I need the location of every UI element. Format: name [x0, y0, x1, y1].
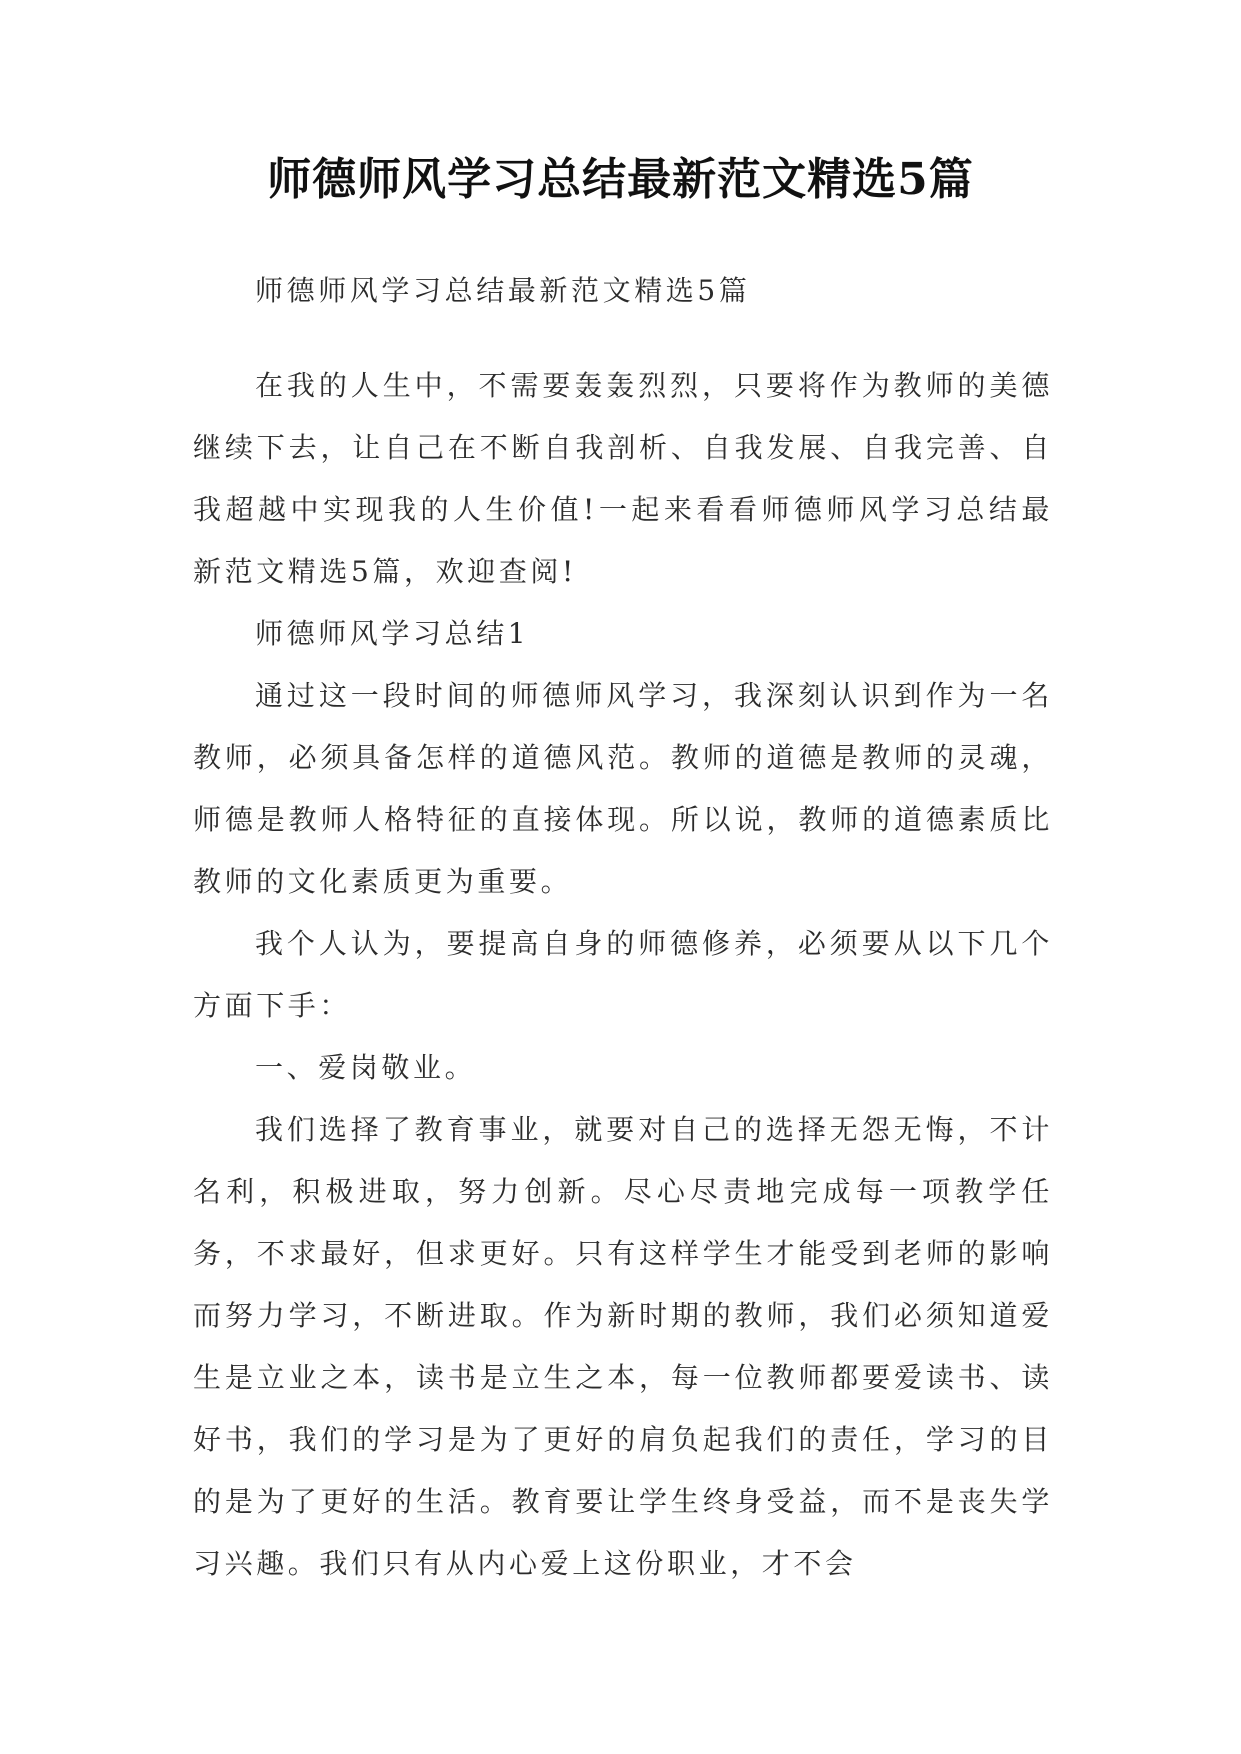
intro-paragraph: 在我的人生中，不需要轰轰烈烈，只要将作为教师的美德继续下去，让自己在不断自我剖析、自我发展、自我完善、自我超越中实现我的人生价值!一起来看看师德师风学习总结最新范文精选5篇，欢迎查阅! [193, 369, 1053, 588]
section-heading-1: 师德师风学习总结1 [255, 617, 530, 650]
body-paragraph: 我们选择了教育事业，就要对自己的选择无怨无悔，不计名利，积极进取，努力创新。尽心尽责地完成每一项教学任务，不求最好，但求更好。只有这样学生才能受到老师的影响而努力学习，不断进取。作为新时期的教师，我们必须知道爱生是立业之本，读书是立生之本，每一位教师都要爱读书、读好书，我们的学习是为了更好的肩负起我们的责任，学习的目的是为了更好的生活。教育要让学生终身受益，而不是丧失学习兴趣。我们只有从内心爱上这份职业，才不会 [193, 1113, 1053, 1580]
body-paragraph: 通过这一段时间的师德师风学习，我深刻认识到作为一名教师，必须具备怎样的道德风范。教师的道德是教师的灵魂，师德是教师人格特征的直接体现。所以说，教师的道德素质比教师的文化素质更为重要。 [193, 679, 1053, 898]
subsection-heading: 一、爱岗敬业。 [255, 1051, 477, 1084]
subtitle-paragraph: 师德师风学习总结最新范文精选5篇 [255, 274, 751, 307]
document-title: 师德师风学习总结最新范文精选5篇 [267, 154, 974, 205]
body-paragraph: 我个人认为，要提高自身的师德修养，必须要从以下几个方面下手： [193, 927, 1053, 1022]
